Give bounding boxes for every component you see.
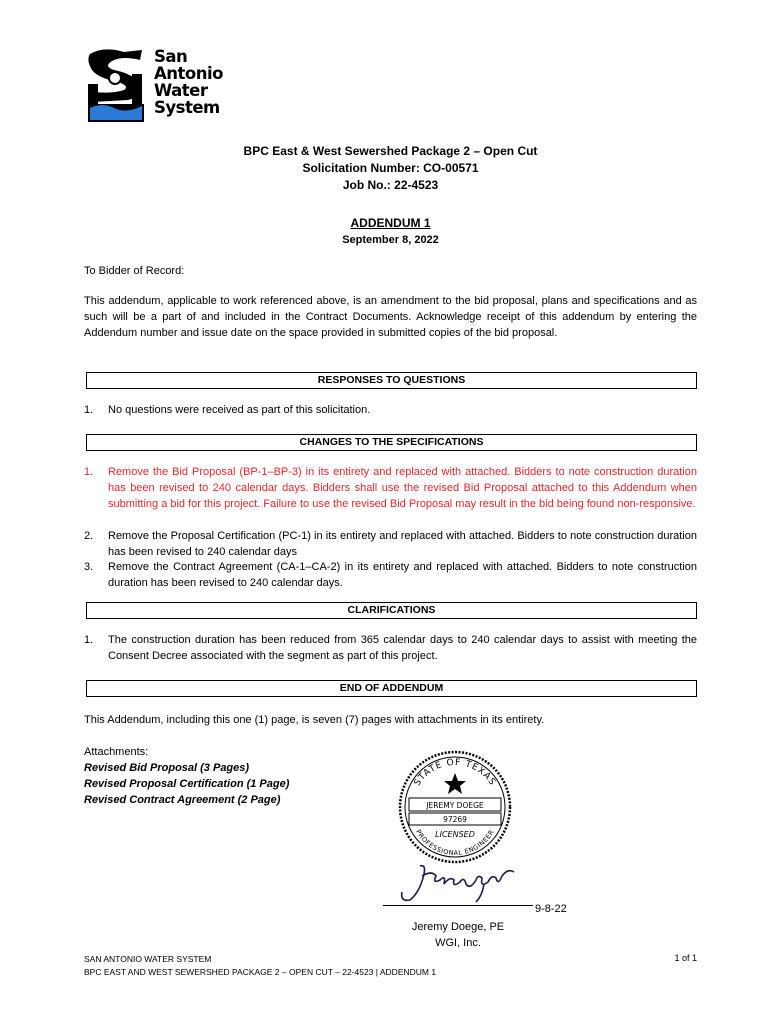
item-number: 2. <box>84 530 94 542</box>
logo-wordmark <box>154 48 223 116</box>
attachments-list <box>84 744 697 808</box>
item-number: 1. <box>84 634 94 646</box>
addendum-title: ADDENDUM 1 <box>350 216 431 230</box>
item-number: 1. <box>84 466 94 478</box>
logo-line: System <box>154 98 220 117</box>
handwritten-signature <box>392 860 522 905</box>
closing-statement: This Addendum, including this one (1) page, is seven (7) pages with attachments in its entirety. <box>84 714 545 726</box>
attachment-item: Revised Contract Agreement (2 Page) <box>84 794 281 806</box>
footer-line1: SAN ANTONIO WATER SYSTEM <box>84 954 212 964</box>
logo-line: Antonio <box>154 64 223 83</box>
item-number: 3. <box>84 561 94 573</box>
document-header <box>84 143 697 194</box>
section-header-changes: CHANGES TO THE SPECIFICATIONS <box>86 434 697 451</box>
attachments-label: Attachments: <box>84 746 149 758</box>
attachment-item: Revised Proposal Certification (1 Page) <box>84 778 290 790</box>
signature-date: 9-8-22 <box>535 903 567 915</box>
salutation: To Bidder of Record: <box>84 265 185 277</box>
attachment-item: Revised Bid Proposal (3 Pages) <box>84 762 250 774</box>
section-header-clarifications: CLARIFICATIONS <box>86 602 697 619</box>
list-item <box>84 464 697 512</box>
item-text: Remove the Proposal Certification (PC-1) in its entirety and replaced with attached. Bidders to note construction duration has been revised to 240 calendar days <box>108 530 697 558</box>
addendum-date: September 8, 2022 <box>342 234 439 246</box>
seal-number: 97269 <box>443 815 467 824</box>
seal-name: JEREMY DOEGE <box>426 801 484 810</box>
section-header-end: END OF ADDENDUM <box>86 680 697 697</box>
item-text: The construction duration has been reduced from 365 calendar days to 240 calendar days to assist with meeting the Consent Decree associated with the segment as part of this project. <box>108 634 697 662</box>
solicitation-number: Solicitation Number: CO-00571 <box>302 161 479 175</box>
list-item <box>84 559 697 591</box>
logo-line: Water <box>154 81 208 100</box>
signer-company: WGI, Inc. <box>435 937 481 949</box>
seal-licensed: LICENSED <box>435 830 475 839</box>
intro-paragraph: This addendum, applicable to work referenced above, is an amendment to the bid proposal, plans and specifications and as such will be a part of and included in the Contract Documents. Acknowledge receipt of this addendum by entering the Addendum number and issue date on the space provided in submitted copies of the bid proposal. <box>84 295 697 339</box>
list-item <box>84 632 697 664</box>
item-text: Remove the Bid Proposal (BP-1–BP-3) in its entirety and replaced with attached. Bidders to note construction duration has been revised to 240 calendar days. Bidders shall use the revised Bid Proposal attached to this Addendum when submitting a bid for this project. Failure to use the revised Bid Proposal may result in the bid being found non-responsive. <box>108 466 697 510</box>
job-number: Job No.: 22-4523 <box>342 178 439 192</box>
seal-profession: PROFESSIONAL ENGINEER <box>414 828 496 858</box>
logo-line: San <box>154 47 188 66</box>
item-number: 1. <box>84 404 94 416</box>
footer-line2: BPC EAST AND WEST SEWERSHED PACKAGE 2 – OPEN CUT – 22-4523 | ADDENDUM 1 <box>84 967 437 977</box>
seal-state: STATE OF TEXAS <box>412 757 498 788</box>
page-number: 1 of 1 <box>674 953 697 963</box>
signer-name: Jeremy Doege, PE <box>411 921 505 933</box>
list-item <box>84 402 697 418</box>
item-text: No questions were received as part of this solicitation. <box>108 404 371 416</box>
engineer-seal-icon <box>395 749 515 864</box>
item-text: Remove the Contract Agreement (CA-1–CA-2) in its entirety and replaced with attached. Bidders to note construction duration has been revised to 240 calendar days. <box>108 561 697 589</box>
project-title: BPC East & West Sewershed Package 2 – Open Cut <box>243 144 538 158</box>
signature-line <box>383 905 533 906</box>
list-item <box>84 528 697 560</box>
section-header-responses: RESPONSES TO QUESTIONS <box>86 372 697 389</box>
